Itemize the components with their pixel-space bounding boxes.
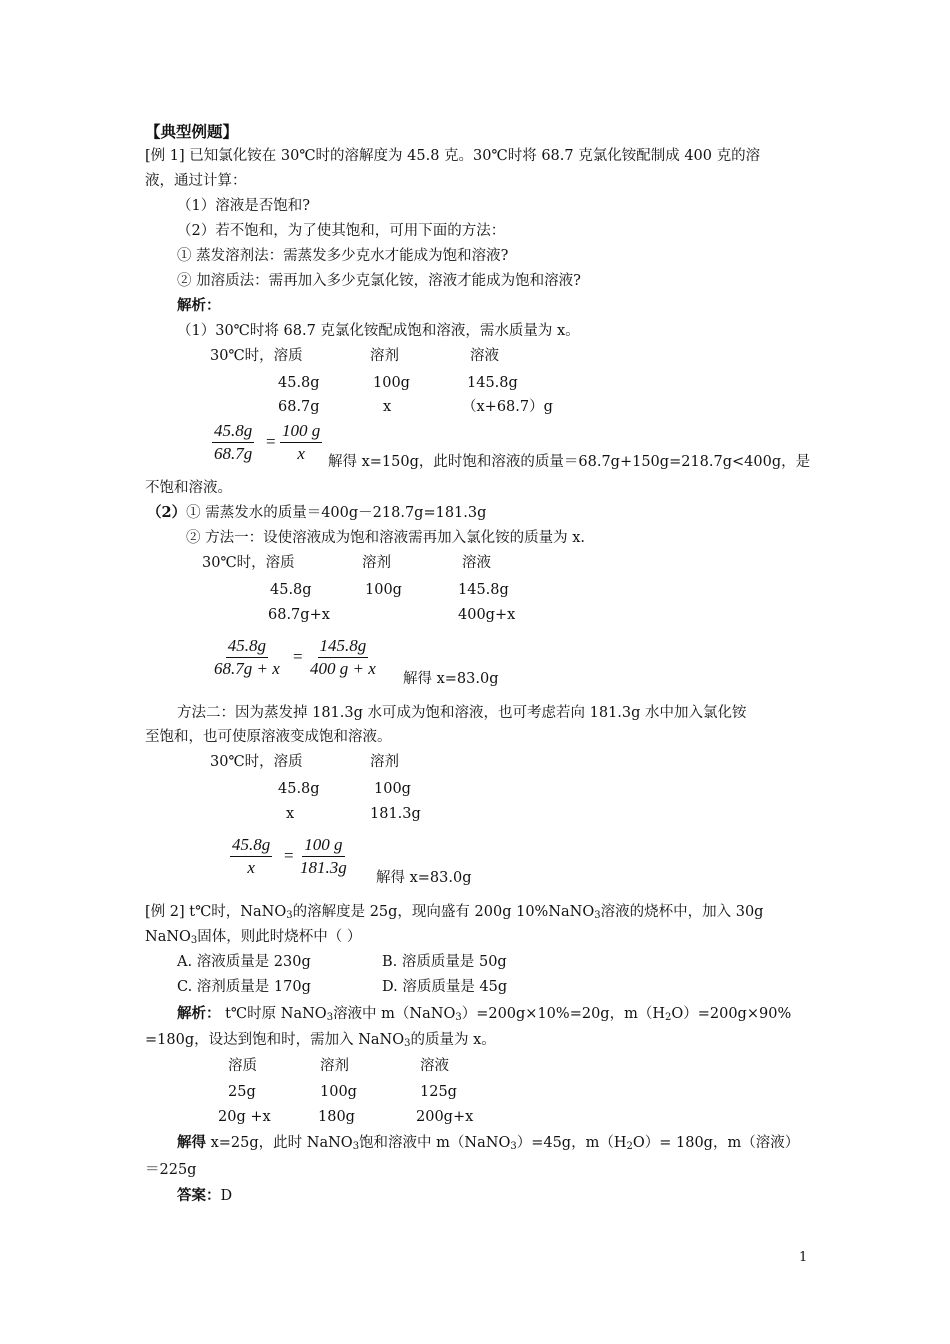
numerator: 100 g xyxy=(280,420,322,443)
text-run: t℃时原 NaNO xyxy=(220,1006,327,1022)
table-cell: 400g+x xyxy=(458,607,516,623)
example1-result1: 解得 x=150g，此时饱和溶液的质量＝68.7g+150g=218.7g<400g，是 xyxy=(328,454,811,470)
table-cell: 45.8g xyxy=(278,781,320,797)
table-cell: 溶剂 xyxy=(320,1058,349,1074)
table-cell: 溶剂 xyxy=(370,754,399,770)
text-run: 饱和溶液中 m（NaNO xyxy=(359,1135,511,1151)
subscript: 3 xyxy=(455,1012,462,1023)
table-cell: 180g xyxy=(318,1109,355,1125)
example1-analysis-label: 解析： xyxy=(177,297,221,314)
text-run: x=25g，此时 NaNO xyxy=(206,1135,353,1151)
fraction-right xyxy=(280,420,322,465)
table-cell: 145.8g xyxy=(458,582,509,598)
table-cell: 45.8g xyxy=(278,375,320,391)
example1-step2 xyxy=(147,503,486,523)
denominator: x xyxy=(247,858,255,877)
denominator: 181.3g xyxy=(300,858,347,877)
table-cell: 100g xyxy=(374,781,411,797)
option-c: C. 溶剂质量是 170g xyxy=(177,979,311,995)
table-cell: 溶剂 xyxy=(362,555,391,571)
example1-step1: （1）30℃时将 68.7 克氯化铵配成饱和溶液，需水质量为 x。 xyxy=(177,323,580,339)
example2-solution-line1 xyxy=(177,1133,799,1153)
subscript: 2 xyxy=(664,1012,672,1023)
denominator: 68.7g xyxy=(214,444,253,463)
table-cell: （x+68.7）g xyxy=(462,399,553,415)
text-run: =180g，设达到饱和时，需加入 NaNO xyxy=(145,1032,405,1048)
table-cell: 125g xyxy=(420,1084,457,1100)
table-cell: 100g xyxy=(365,582,402,598)
table-cell: 溶剂 xyxy=(370,348,399,364)
analysis-label: 解析： xyxy=(177,1005,221,1022)
text-run: 固体，则此时烧杯中（ ） xyxy=(197,929,362,945)
table-cell: 溶质 xyxy=(228,1058,257,1074)
example1-result2: 解得 x=83.0g xyxy=(403,671,499,687)
subscript: 2 xyxy=(626,1141,633,1152)
table-cell: x xyxy=(286,806,295,822)
table-cell: 68.7g+x xyxy=(268,607,330,623)
table-cell: 溶液 xyxy=(462,555,491,571)
solution-label: 解得 xyxy=(177,1134,206,1151)
subscript: 3 xyxy=(594,910,601,921)
table-cell: 溶液 xyxy=(420,1058,449,1074)
example1-line2: 液，通过计算： xyxy=(145,173,247,189)
subscript: 3 xyxy=(326,1012,334,1023)
numerator: 45.8g xyxy=(230,834,272,857)
example2-analysis-line2 xyxy=(145,1030,496,1050)
section-heading: 【典型例题】 xyxy=(145,122,239,141)
subscript: 3 xyxy=(190,935,198,946)
text-run: ）=200g×10%=20g，m（H xyxy=(461,1006,665,1022)
table-cell: 181.3g xyxy=(370,806,421,822)
option-d: D. 溶质质量是 45g xyxy=(382,979,508,995)
example2-line2 xyxy=(145,927,361,947)
example2-solution-line2: ＝225g xyxy=(145,1162,197,1178)
table-cell: 145.8g xyxy=(467,375,518,391)
fraction-left xyxy=(212,635,282,680)
example1-question1: （1）溶液是否饱和? xyxy=(177,198,310,214)
numerator: 145.8g xyxy=(318,635,369,658)
text-run: [例 2] t℃时，NaNO xyxy=(145,904,287,920)
option-b: B. 溶质质量是 50g xyxy=(382,954,507,970)
denominator: 68.7g + x xyxy=(214,659,280,678)
subscript: 3 xyxy=(510,1141,517,1152)
example1-result3: 解得 x=83.0g xyxy=(376,870,472,886)
answer-value: D xyxy=(220,1188,233,1204)
denominator: 400 g + x xyxy=(310,659,376,678)
equals-sign: = xyxy=(266,432,276,451)
example1-method2: ② 加溶质法：需再加入多少克氯化铵，溶液才能成为饱和溶液? xyxy=(177,273,581,289)
table-cell: 100g xyxy=(373,375,410,391)
numerator: 45.8g xyxy=(226,635,268,658)
fraction-right xyxy=(308,635,378,680)
subscript: 3 xyxy=(352,1141,360,1152)
table-cell: x xyxy=(383,399,392,415)
numerator: 100 g xyxy=(302,834,344,857)
table-cell: 溶液 xyxy=(470,348,499,364)
example2-answer xyxy=(177,1186,232,1206)
text-run: 的质量为 x。 xyxy=(410,1032,496,1048)
table-cell: 30℃时，溶质 xyxy=(202,555,295,571)
table-cell: 30℃时，溶质 xyxy=(210,348,303,364)
text-run: 溶液中 m（NaNO xyxy=(333,1006,456,1022)
subscript: 3 xyxy=(404,1038,411,1049)
table-cell: 45.8g xyxy=(270,582,312,598)
numerator: 45.8g xyxy=(212,420,254,443)
page-number: 1 xyxy=(799,1250,808,1265)
fraction-left xyxy=(212,420,254,465)
table-cell: 20g +x xyxy=(218,1109,271,1125)
example2-line1 xyxy=(145,902,763,922)
text-run: ）=45g，m（H xyxy=(516,1135,627,1151)
step2-label: （2） xyxy=(147,504,187,521)
text-run: 的溶解度是 25g，现向盛有 200g 10%NaNO xyxy=(292,904,595,920)
text-run: 溶液的烧杯中，加入 30g xyxy=(600,904,764,920)
table-cell: 100g xyxy=(320,1084,357,1100)
example1-method2-line1: 方法二：因为蒸发掉 181.3g 水可成为饱和溶液，也可考虑若向 181.3g 水中加入氯化铵 xyxy=(177,705,747,721)
example1-method1: ① 蒸发溶剂法：需蒸发多少克水才能成为饱和溶液? xyxy=(177,248,509,264)
table-cell: 30℃时，溶质 xyxy=(210,754,303,770)
denominator: x xyxy=(297,444,305,463)
text-run: O）= 180g，m（溶液） xyxy=(632,1135,800,1151)
example2-analysis-line1 xyxy=(177,1004,791,1024)
example1-question2: （2）若不饱和，为了使其饱和，可用下面的方法： xyxy=(177,223,506,239)
step2-text: ① 需蒸发水的质量＝400g－218.7g=181.3g xyxy=(186,505,487,521)
equals-sign: = xyxy=(284,846,294,865)
table-cell: 25g xyxy=(228,1084,256,1100)
example1-method1-text: ② 方法一：设使溶液成为饱和溶液需再加入氯化铵的质量为 x. xyxy=(186,530,586,546)
subscript: 3 xyxy=(286,910,293,921)
fraction-left xyxy=(230,834,272,879)
table-cell: 200g+x xyxy=(416,1109,474,1125)
example1-line1: [例 1] 已知氯化铵在 30℃时的溶解度为 45.8 克。30℃时将 68.7 克氯化铵配制成 400 克的溶 xyxy=(145,148,761,164)
option-a: A. 溶液质量是 230g xyxy=(177,954,311,970)
text-run: O）=200g×90% xyxy=(671,1006,792,1022)
answer-label: 答案： xyxy=(177,1187,221,1204)
table-cell: 68.7g xyxy=(278,399,320,415)
example1-method2-line2: 至饱和，也可使原溶液变成饱和溶液。 xyxy=(145,729,392,745)
fraction-right xyxy=(298,834,349,879)
equals-sign: = xyxy=(293,647,303,666)
example1-result1-cont: 不饱和溶液。 xyxy=(145,480,232,496)
text-run: NaNO xyxy=(145,929,191,945)
